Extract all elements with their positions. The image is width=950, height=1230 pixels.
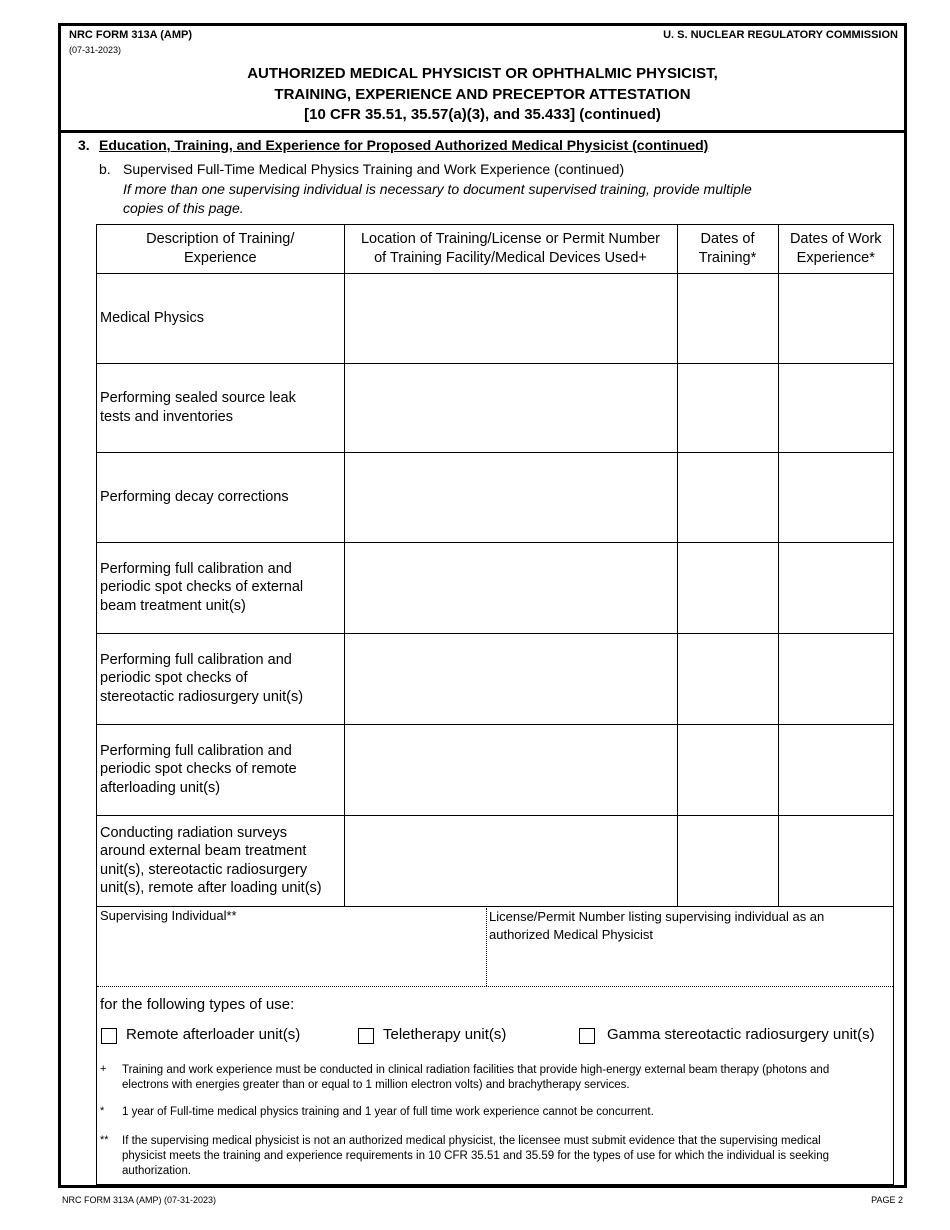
location-input-cell[interactable]	[344, 363, 677, 452]
instruction-line-2: copies of this page.	[123, 200, 244, 216]
supervisor-divider	[486, 908, 487, 986]
table-header-row	[97, 225, 893, 273]
training-description-cell: Performing decay corrections	[97, 452, 344, 542]
location-input-cell[interactable]	[344, 815, 677, 906]
location-input-cell[interactable]	[344, 452, 677, 542]
remote-afterloader-label: Remote afterloader unit(s)	[126, 1026, 301, 1043]
note-plus-symbol: +	[100, 1063, 107, 1075]
types-of-use-label: for the following types of use:	[100, 996, 295, 1013]
supervising-individual-label: Supervising Individual**	[100, 908, 237, 923]
table-row	[97, 452, 893, 542]
table-body	[97, 273, 893, 906]
note-star-text: 1 year of Full-time medical physics training and 1 year of full time work experience cannot be concurrent.	[122, 1106, 654, 1118]
training-dates-input-cell[interactable]	[677, 542, 778, 633]
table-row	[97, 542, 893, 633]
remote-afterloader-checkbox[interactable]	[101, 1028, 117, 1044]
table-row	[97, 363, 893, 452]
training-dates-input-cell[interactable]	[677, 363, 778, 452]
table-row	[97, 273, 893, 363]
col-header-work-dates: Dates of Work Experience*	[778, 225, 893, 273]
col-header-description: Description of Training/ Experience	[97, 225, 344, 273]
subsection-letter: b.	[99, 161, 111, 177]
supervisor-baseline	[97, 986, 893, 987]
training-description-cell: Performing full calibration and periodic spot checks of remote afterloading unit(s)	[97, 724, 344, 815]
location-input-cell[interactable]	[344, 273, 677, 363]
gamma-stereotactic-checkbox[interactable]	[579, 1028, 595, 1044]
training-description-cell: Conducting radiation surveys around external beam treatment unit(s), stereotactic radiosurgery unit(s), remote after loading unit(s)	[97, 815, 344, 906]
table-row	[97, 815, 893, 906]
gamma-stereotactic-label: Gamma stereotactic radiosurgery unit(s)	[607, 1026, 875, 1043]
header-divider	[61, 130, 904, 133]
note-plus-text: Training and work experience must be conducted in clinical radiation facilities that provide high-energy external beam therapy (photons and electrons with energies greater than or equal to 1 million electron volts) and brachytherapy services.	[122, 1064, 830, 1091]
form-frame	[58, 23, 907, 1188]
training-table	[97, 225, 893, 907]
footer-page-number: PAGE 2	[871, 1195, 903, 1205]
work-dates-input-cell[interactable]	[778, 273, 893, 363]
work-dates-input-cell[interactable]	[778, 363, 893, 452]
instructions	[123, 180, 833, 218]
instruction-line-1: If more than one supervising individual is necessary to document supervised training, provide multiple	[123, 181, 752, 197]
location-input-cell[interactable]	[344, 724, 677, 815]
work-dates-input-cell[interactable]	[778, 452, 893, 542]
training-box	[96, 224, 894, 1185]
work-dates-input-cell[interactable]	[778, 815, 893, 906]
note-double-star-symbol: **	[100, 1134, 109, 1146]
training-description-cell: Medical Physics	[97, 273, 344, 363]
table-row	[97, 724, 893, 815]
training-dates-input-cell[interactable]	[677, 452, 778, 542]
agency-name: U. S. NUCLEAR REGULATORY COMMISSION	[663, 29, 898, 41]
note-double-star-text: If the supervising medical physicist is not an authorized medical physicist, the licensee must submit evidence that the supervising medical physicist meets the training and experience requirements in 10 CFR 35.51 and 35.59 for the types of use for which the individual is seeking authorization.	[122, 1135, 830, 1177]
footer-form-label: NRC FORM 313A (AMP) (07-31-2023)	[62, 1195, 217, 1205]
form-id: NRC FORM 313A (AMP)	[69, 29, 193, 41]
table-row	[97, 633, 893, 724]
title-line-3: [10 CFR 35.51, 35.57(a)(3), and 35.433] (continued)	[304, 106, 661, 123]
training-dates-input-cell[interactable]	[677, 273, 778, 363]
form-date: (07-31-2023)	[69, 45, 122, 55]
work-dates-input-cell[interactable]	[778, 724, 893, 815]
work-dates-input-cell[interactable]	[778, 542, 893, 633]
training-dates-input-cell[interactable]	[677, 724, 778, 815]
work-dates-input-cell[interactable]	[778, 633, 893, 724]
license-number-label: License/Permit Number listing supervising individual as an authorized Medical Physicist	[489, 909, 825, 942]
teletherapy-label: Teletherapy unit(s)	[383, 1026, 507, 1043]
location-input-cell[interactable]	[344, 542, 677, 633]
form-title	[61, 64, 904, 126]
training-description-cell: Performing sealed source leak tests and inventories	[97, 363, 344, 452]
title-line-2: TRAINING, EXPERIENCE AND PRECEPTOR ATTESTATION	[274, 85, 691, 103]
teletherapy-checkbox[interactable]	[358, 1028, 374, 1044]
training-description-cell: Performing full calibration and periodic spot checks of stereotactic radiosurgery unit(s)	[97, 633, 344, 724]
training-description-cell: Performing full calibration and periodic spot checks of external beam treatment unit(s)	[97, 542, 344, 633]
section-title: Education, Training, and Experience for Proposed Authorized Medical Physicist (continued)	[99, 137, 709, 153]
col-header-training-dates: Dates of Training*	[677, 225, 778, 273]
note-star-symbol: *	[100, 1105, 105, 1117]
training-dates-input-cell[interactable]	[677, 815, 778, 906]
title-line-1: AUTHORIZED MEDICAL PHYSICIST OR OPHTHALMIC PHYSICIST,	[247, 65, 718, 82]
location-input-cell[interactable]	[344, 633, 677, 724]
col-header-location: Location of Training/License or Permit Number of Training Facility/Medical Devices Used+	[344, 225, 677, 273]
subsection-title: Supervised Full-Time Medical Physics Training and Work Experience (continued)	[123, 161, 625, 177]
section-number: 3.	[78, 137, 90, 153]
training-dates-input-cell[interactable]	[677, 633, 778, 724]
